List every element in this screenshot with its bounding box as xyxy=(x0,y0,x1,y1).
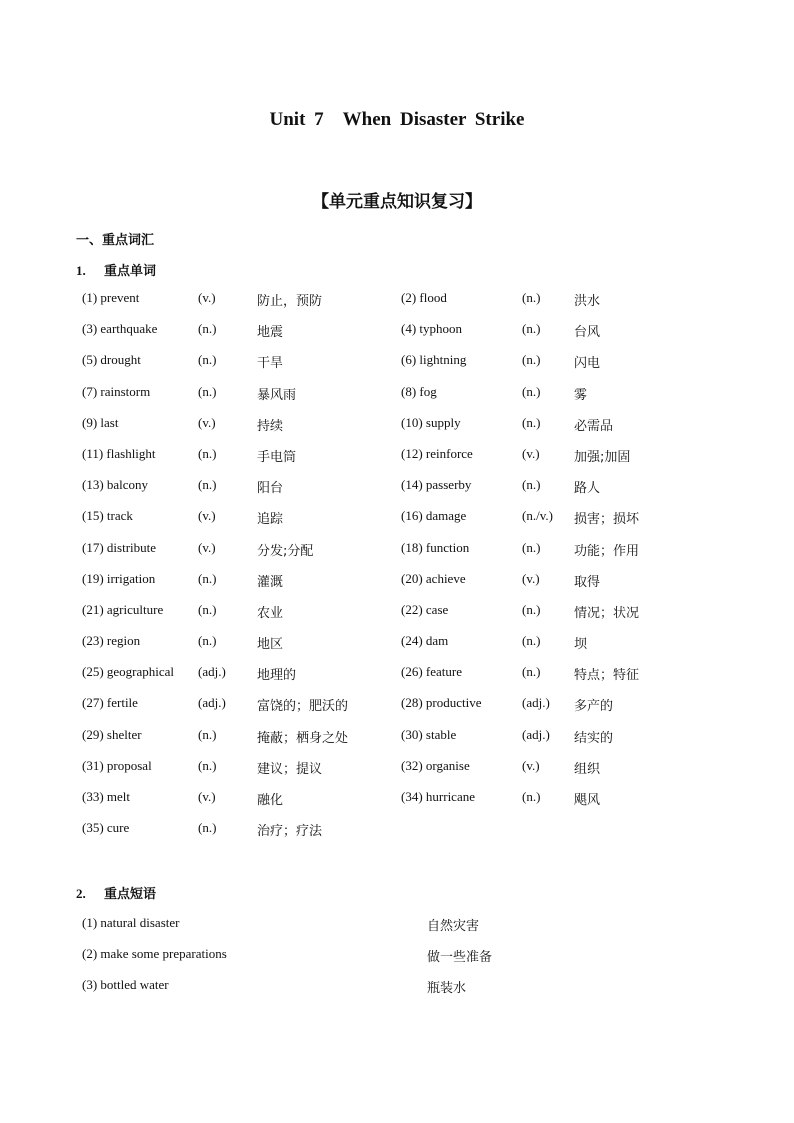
document-title: Unit 7 When Disaster Strike xyxy=(269,109,525,130)
vocab-word: (3) earthquake xyxy=(82,321,158,337)
vocab-pos: (n.) xyxy=(198,820,217,836)
key-words-heading xyxy=(76,260,156,279)
vocab-meaning: 掩蔽；栖身之处 xyxy=(257,730,349,746)
vocab-meaning: 治疗；疗法 xyxy=(257,824,323,840)
vocab-word: (35) cure xyxy=(82,820,130,836)
vocab-meaning: 组织 xyxy=(574,761,601,777)
phrase-english: (1) natural disaster xyxy=(82,915,180,930)
phrase-chinese: 自然灾害 xyxy=(427,919,480,934)
vocab-word: (7) rainstorm xyxy=(82,383,151,399)
vocab-word: (9) last xyxy=(82,414,119,430)
phrase-english: (2) make some preparations xyxy=(82,946,227,961)
phrase-english: (3) bottled water xyxy=(82,977,169,992)
vocab-word: (1) prevent xyxy=(82,290,140,305)
vocab-meaning: 损害；损坏 xyxy=(574,512,640,528)
vocab-pos: (n.) xyxy=(198,383,217,399)
phrase-chinese: 做一些准备 xyxy=(427,950,493,965)
vocab-meaning: 结实的 xyxy=(574,730,614,746)
vocab-word: (23) region xyxy=(82,633,141,649)
vocab-word: (6) lightning xyxy=(401,352,467,368)
vocab-pos: (v.) xyxy=(198,789,216,804)
vocab-meaning: 地震 xyxy=(257,325,284,341)
vocab-word: (8) fog xyxy=(401,383,437,399)
vocab-pos: (n.) xyxy=(522,321,541,337)
vocab-pos: (v.) xyxy=(198,508,216,524)
vocab-word: (34) hurricane xyxy=(401,789,475,804)
vocab-word: (29) shelter xyxy=(82,726,142,742)
vocab-word: (15) track xyxy=(82,508,133,524)
vocab-meaning: 阳台 xyxy=(257,481,284,497)
vocab-meaning: 必需品 xyxy=(574,418,614,434)
vocab-pos: (n.) xyxy=(198,477,217,493)
vocab-meaning: 加强;加固 xyxy=(574,449,631,465)
vocab-pos: (n.) xyxy=(522,539,541,555)
section-title: 【单元重点知识复习】 xyxy=(312,192,482,212)
vocab-word: (32) organise xyxy=(401,757,470,773)
vocab-pos: (v.) xyxy=(522,757,540,773)
vocab-meaning: 飓风 xyxy=(574,793,601,808)
key-words-label: 重点单词 xyxy=(104,264,157,279)
vocab-meaning: 坝 xyxy=(574,637,588,653)
vocab-meaning: 融化 xyxy=(257,793,284,808)
vocab-meaning: 富饶的；肥沃的 xyxy=(257,699,349,715)
vocab-meaning: 洪水 xyxy=(574,294,601,309)
vocab-pos: (n.) xyxy=(522,414,541,430)
vocab-word: (21) agriculture xyxy=(82,601,164,617)
vocab-word: (27) fertile xyxy=(82,695,138,711)
vocab-word: (24) dam xyxy=(401,633,449,649)
vocab-pos: (n.) xyxy=(198,321,217,337)
vocab-word: (20) achieve xyxy=(401,570,466,586)
vocab-meaning: 路人 xyxy=(574,481,601,497)
vocab-word: (14) passerby xyxy=(401,477,472,493)
vocab-word: (10) supply xyxy=(401,414,461,430)
vocab-word: (16) damage xyxy=(401,508,467,524)
vocab-pos: (adj.) xyxy=(522,726,550,742)
vocab-meaning: 追踪 xyxy=(257,512,284,528)
vocab-word: (28) productive xyxy=(401,695,482,711)
vocab-meaning: 分发;分配 xyxy=(257,543,314,559)
vocab-pos: (v.) xyxy=(198,539,216,555)
vocab-pos: (v.) xyxy=(198,414,216,430)
vocab-pos: (v.) xyxy=(198,290,216,305)
vocab-pos: (n.) xyxy=(522,477,541,493)
vocab-meaning: 建议；提议 xyxy=(257,761,323,777)
vocab-pos: (n.) xyxy=(522,383,541,399)
vocab-pos: (n.) xyxy=(198,570,217,586)
vocab-pos: (n.) xyxy=(198,352,217,368)
vocabulary-heading: 一、重点词汇 xyxy=(76,233,155,248)
vocab-word: (25) geographical xyxy=(82,664,175,680)
vocab-meaning: 干旱 xyxy=(257,356,284,372)
key-phrases-number: 2. xyxy=(76,886,86,901)
vocab-word: (22) case xyxy=(401,601,449,617)
vocab-pos: (n./v.) xyxy=(522,508,553,524)
vocab-pos: (v.) xyxy=(522,445,540,461)
vocab-pos: (n.) xyxy=(198,633,217,649)
vocab-word: (13) balcony xyxy=(82,477,149,493)
key-words-number: 1. xyxy=(76,263,86,278)
vocab-pos: (n.) xyxy=(198,757,217,773)
key-phrases-heading xyxy=(76,883,156,902)
vocab-pos: (n.) xyxy=(198,726,217,742)
vocab-meaning: 地区 xyxy=(257,637,284,653)
phrase-chinese: 瓶装水 xyxy=(427,981,467,996)
vocab-meaning: 台风 xyxy=(574,325,601,341)
vocab-pos: (adj.) xyxy=(522,695,550,711)
vocab-word: (4) typhoon xyxy=(401,321,463,337)
vocab-word: (26) feature xyxy=(401,664,462,680)
key-phrases-label: 重点短语 xyxy=(104,887,157,902)
vocab-pos: (n.) xyxy=(522,789,541,804)
vocab-word: (19) irrigation xyxy=(82,570,156,586)
vocab-pos: (n.) xyxy=(522,352,541,368)
vocab-meaning: 地理的 xyxy=(257,668,297,684)
vocab-pos: (n.) xyxy=(522,290,541,305)
vocab-word: (18) function xyxy=(401,539,470,555)
vocab-pos: (adj.) xyxy=(198,664,226,680)
vocab-meaning: 灌溉 xyxy=(257,574,284,590)
vocab-meaning: 多产的 xyxy=(574,699,614,715)
vocab-meaning: 手电筒 xyxy=(257,449,297,465)
vocab-meaning: 农业 xyxy=(257,605,284,621)
vocab-word: (30) stable xyxy=(401,726,457,742)
vocab-word: (5) drought xyxy=(82,352,141,368)
vocab-pos: (n.) xyxy=(522,633,541,649)
vocab-meaning: 雾 xyxy=(574,387,588,403)
vocab-word: (2) flood xyxy=(401,290,447,305)
vocab-pos: (n.) xyxy=(522,601,541,617)
vocab-meaning: 防止，预防 xyxy=(257,294,323,309)
vocab-word: (33) melt xyxy=(82,789,131,804)
vocab-pos: (n.) xyxy=(198,445,217,461)
vocab-meaning: 取得 xyxy=(574,574,601,590)
vocab-meaning: 闪电 xyxy=(574,356,601,372)
vocab-word: (31) proposal xyxy=(82,757,152,773)
vocab-meaning: 功能；作用 xyxy=(574,543,640,559)
vocab-pos: (adj.) xyxy=(198,695,226,711)
vocab-meaning: 情况；状况 xyxy=(574,605,640,621)
vocab-word: (11) flashlight xyxy=(82,445,156,461)
vocab-meaning: 特点；特征 xyxy=(574,668,640,684)
vocab-meaning: 持续 xyxy=(257,418,284,434)
vocab-pos: (n.) xyxy=(198,601,217,617)
vocab-word: (17) distribute xyxy=(82,539,157,555)
vocab-meaning: 暴风雨 xyxy=(257,387,297,403)
vocab-pos: (n.) xyxy=(522,664,541,680)
vocab-pos: (v.) xyxy=(522,570,540,586)
vocab-word: (12) reinforce xyxy=(401,445,473,461)
